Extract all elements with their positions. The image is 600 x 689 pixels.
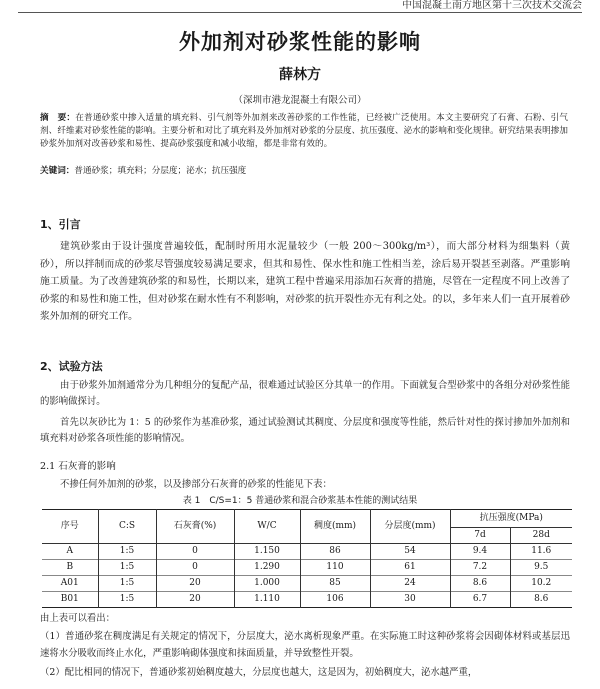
col-header-lime: 石灰膏(%) — [156, 510, 234, 544]
cell-7d: 7.2 — [450, 560, 510, 576]
col-header-no: 序号 — [42, 510, 98, 544]
cell-7d: 6.7 — [450, 592, 510, 608]
paper-author: 薛林方 — [279, 67, 321, 83]
col-header-cs: C:S — [98, 510, 156, 544]
cell-stratification: 30 — [370, 592, 450, 608]
abstract-label: 摘 要： — [40, 113, 76, 123]
finding-item-2: （2）配比相同的情况下，普通砂浆初始稠度越大，分层度也越大，这是因为，初始稠度大，泌水越严重， — [40, 667, 478, 678]
cell-cs: 1:5 — [98, 592, 156, 608]
cell-stratification: 61 — [370, 560, 450, 576]
running-title: 中国混凝土南方地区第十三次技术交流会 — [402, 0, 582, 11]
col-header-strength: 抗压强度(MPa) — [450, 510, 572, 528]
cell-28d: 10.2 — [510, 576, 572, 592]
cell-no: A01 — [42, 576, 98, 592]
cell-no: A — [42, 544, 98, 560]
method-paragraph-1: 由于砂浆外加剂通常分为几种组分的复配产品，很难通过试验区分其单一的作用。下面就复合型砂浆中的各组分对砂浆性能的影响做探讨。 — [40, 380, 570, 407]
keywords-text: 普通砂浆；填充料；分层度；泌水；抗压强度 — [74, 166, 247, 176]
cell-28d: 11.6 — [510, 544, 572, 560]
subsection-heading-lime: 2.1 石灰膏的影响 — [40, 461, 116, 472]
cell-consistency: 85 — [300, 576, 370, 592]
table-note: 由上表可以看出： — [40, 613, 116, 624]
col-header-consistency: 稠度(mm) — [300, 510, 370, 544]
cell-cs: 1:5 — [98, 576, 156, 592]
table-row — [42, 544, 572, 560]
header-rule — [18, 12, 582, 13]
keywords — [40, 165, 568, 178]
keywords-label: 关键词： — [40, 166, 75, 176]
cell-consistency: 86 — [300, 544, 370, 560]
cell-wc: 1.110 — [234, 592, 300, 608]
cell-wc: 1.290 — [234, 560, 300, 576]
cell-wc: 1.000 — [234, 576, 300, 592]
abstract-text: 在普通砂浆中掺入适量的填充料、引气剂等外加剂来改善砂浆的工作性能，已经被广泛使用。本文主要研究了石膏、石粉、引气剂、纤维素对砂浆性能的影响。主要分析和对比了填充料及外加剂对砂浆的分层度、抗压强度、泌水的影响和变化规律。研究结果表明掺加砂浆外加剂对改善砂浆和易性、提高砂浆强度和减小收缩，都是非常有效的。 — [40, 113, 568, 149]
cell-7d: 8.6 — [450, 576, 510, 592]
results-table — [42, 509, 572, 608]
abstract — [40, 112, 568, 151]
method-paragraph-2: 首先以灰砂比为 1：5 的砂浆作为基准砂浆，通过试验测试其稠度、分层度和强度等性能，然后针对性的探讨掺加外加剂和填充料对砂浆各项性能的影响情况。 — [40, 417, 570, 444]
author-affiliation: （深圳市港龙混凝土有限公司） — [233, 95, 367, 106]
intro-paragraph: 建筑砂浆由于设计强度普遍较低，配制时所用水泥量较少（一般 200～300kg/m³），而大部分材料为细集料（黄砂），所以拌制而成的砂浆尽管强度较易满足要求，但其和易性、保水性和施工性相当差，涂后易开裂甚至剥落。严重影响施工质量。为了改善建筑砂浆的和易性，长期以来，建筑工程中普遍采用添加石灰膏的措施，尽管在一定程度不同上改善了砂浆的和易性和施工性，但对砂浆在耐水性有不利影响，对砂浆的抗开裂性亦无有利之处。的以，多年来人们一直开展着砂浆外加剂的研究工作。 — [40, 241, 570, 322]
paper-title: 外加剂对砂浆性能的影响 — [179, 30, 421, 54]
cell-cs: 1:5 — [98, 560, 156, 576]
table-caption: 表 1 C/S=1：5 普通砂浆和混合砂浆基本性能的测试结果 — [182, 496, 418, 506]
cell-lime: 20 — [156, 576, 234, 592]
cell-consistency: 110 — [300, 560, 370, 576]
cell-lime: 20 — [156, 592, 234, 608]
table-row — [42, 560, 572, 576]
running-header — [0, 0, 600, 14]
col-header-wc: W/C — [234, 510, 300, 544]
cell-28d: 9.5 — [510, 560, 572, 576]
cell-consistency: 106 — [300, 592, 370, 608]
section-heading-intro: 1、引言 — [40, 218, 81, 231]
cell-lime: 0 — [156, 560, 234, 576]
col-header-28d: 28d — [510, 528, 572, 544]
section-heading-method: 2、试验方法 — [40, 360, 103, 373]
col-header-stratification: 分层度(mm) — [370, 510, 450, 544]
col-header-7d: 7d — [450, 528, 510, 544]
table-row — [42, 592, 572, 608]
cell-cs: 1:5 — [98, 544, 156, 560]
cell-no: B01 — [42, 592, 98, 608]
cell-stratification: 54 — [370, 544, 450, 560]
cell-7d: 9.4 — [450, 544, 510, 560]
cell-28d: 8.6 — [510, 592, 572, 608]
cell-wc: 1.150 — [234, 544, 300, 560]
finding-item-1: （1）普通砂浆在稠度满足有关规定的情况下，分层度大，泌水离析现象严重。在实际施工时这种砂浆将会因砌体材料或基层迅速将水分吸收而终止水化，严重影响砌体强度和抹面质量，并导致整性开裂。 — [40, 631, 570, 659]
table-lead-sentence: 不掺任何外加剂的砂浆，以及掺部分石灰膏的砂浆的性能见下表： — [60, 479, 332, 490]
table-row — [42, 576, 572, 592]
cell-no: B — [42, 560, 98, 576]
cell-lime: 0 — [156, 544, 234, 560]
cell-stratification: 24 — [370, 576, 450, 592]
